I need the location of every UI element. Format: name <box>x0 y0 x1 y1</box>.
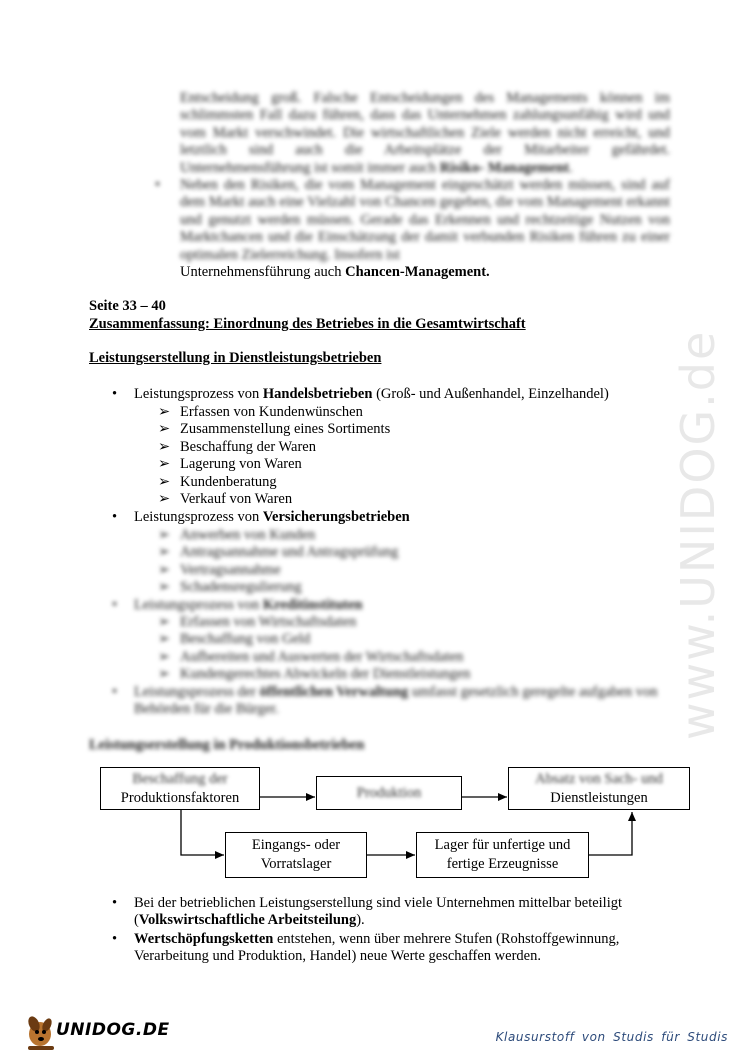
arrow-icon: ➢ <box>158 421 171 438</box>
arrow-icon: ➢ <box>158 648 171 665</box>
b1-bold: Volkswirtschaftliche Arbeitsteilung <box>138 912 357 929</box>
arrow-icon: ➢ <box>158 438 171 455</box>
box3-visible-line: Dienstleistungen <box>550 789 648 806</box>
arrow-icon: ➢ <box>158 561 171 578</box>
bullet-arbeitsteilung <box>112 895 672 930</box>
arrow-box5-box3 <box>589 812 632 855</box>
handel-bold: Handelsbetrieben <box>262 386 373 402</box>
kredit-bold: Kreditinstituten <box>262 597 363 613</box>
box4-line2: Vorratslager <box>260 856 332 872</box>
item-text: Schadensregulierung <box>180 579 302 596</box>
box4-line1: Eingangs- oder <box>251 837 341 853</box>
item-text: Lagerung von Waren <box>180 456 302 473</box>
bullet-glyph: • <box>155 177 161 193</box>
bullet-wertschoepfung <box>112 931 672 966</box>
b2-bold: Wertschöpfungsketten <box>134 931 274 947</box>
handel-suffix: (Groß- und Außenhandel, Einzelhandel) <box>372 386 609 402</box>
bullet-glyph: • <box>112 684 118 700</box>
versicherung-prefix: Leistungsprozess von <box>134 509 263 525</box>
box1-blurred-line: Beschaffung der <box>132 770 228 787</box>
arrow-icon: ➢ <box>158 631 171 648</box>
arrow-icon: ➢ <box>158 579 171 596</box>
box5-line2: fertige Erzeugnisse <box>446 856 559 872</box>
b2-plain: entstehen, wenn über mehrere Stufen (Rohstoffgewinnung, Verarbeitung und Produktion, Handel) neue Werte geschaffen werden. <box>134 931 620 965</box>
bullet2-last-plain: Unternehmensführung auch <box>180 264 342 281</box>
box5-line1: Lager für unfertige und <box>434 837 571 853</box>
bullet2-last-bold: Chancen-Management. <box>345 264 490 281</box>
bullet-glyph: • <box>112 509 118 525</box>
watermark: www.UNIDOG.de <box>671 329 725 740</box>
bullet2-blurred-text: Neben den Risiken, die vom Management eingeschätzt werden müssen, sind auf dem Markt auch eine Vielzahl von Chancen gegeben, die vom Management erkannt und genutzt werden müssen. Gerade das Erkennen und rechtzeitige Nutzen von Marktchancen und die Einschätzung der damit verbunden Risiken führen zu einer optimalen Zielerreichung. Insofern ist <box>180 177 670 263</box>
arrow-icon: ➢ <box>158 490 171 507</box>
item-text: Kundengerechtes Abwickeln der Dienstleistungen <box>180 666 471 683</box>
arrow-icon: ➢ <box>158 527 171 543</box>
logo-text: UNIDOG.DE <box>56 1020 170 1040</box>
verwaltung-prefix: Leistungsprozess der <box>134 684 260 700</box>
bullet-glyph: • <box>112 386 118 402</box>
versicherung-bold: Versicherungsbetrieben <box>262 509 410 525</box>
subsection-dienstleistung: Leistungserstellung in Dienstleistungsbetrieben <box>89 350 382 366</box>
arbeitsteilung-text <box>134 895 672 930</box>
footer-slogan: Klausurstoff von Studis für Studis <box>495 1030 728 1044</box>
bullet-glyph: • <box>112 931 118 947</box>
kredit-prefix: Leistungsprozess von <box>134 597 263 613</box>
arrow-box1-box4 <box>181 810 224 855</box>
section-title: Zusammenfassung: Einordnung des Betriebes in die Gesamtwirtschaft <box>89 316 526 332</box>
b1-end: ). <box>356 912 365 929</box>
item-text: Beschaffung der Waren <box>180 438 316 455</box>
bullet-glyph: • <box>112 597 118 613</box>
item-text: Beschaffung von Geld <box>180 631 311 648</box>
arrow-icon: ➢ <box>158 456 171 473</box>
bullet-glyph: • <box>112 895 118 911</box>
diagram-box-beschaffung <box>100 767 260 810</box>
item-text: Erfassen von Kundenwünschen <box>180 404 363 420</box>
para1-bold: Risiko- Management <box>439 159 570 176</box>
diagram-box-vorratslager <box>225 832 367 878</box>
item-text: Anwerben von Kunden <box>180 527 316 543</box>
section-pages: Seite 33 – 40 <box>89 298 166 314</box>
b1-plain: Bei der betrieblichen Leistungserstellung sind viele Unternehmen mittelbar beteiligt ( <box>134 895 623 929</box>
item-text: Zusammenstellung eines Sortiments <box>180 421 391 438</box>
item-text: Vertragsannahme <box>180 561 281 578</box>
item-text: Kundenberatung <box>180 473 277 490</box>
handel-prefix: Leistungsprozess von <box>134 386 263 402</box>
para1-text: Entscheidung groß. Falsche Entscheidungen des Managements können im schlimmsten Fall dazu führen, dass das Unternehmen zahlungsunfähig wird und vom Markt verschwindet. Die wirtschaftlichen Ziele werden nicht erreicht, und letztlich sind auch die Arbeitsplätze der Mitarbeiter gefährdet. Unternehmensführung ist somit immer auch <box>180 90 670 176</box>
diagram-box-erzeugnisse <box>416 832 589 878</box>
item-text: Antragsannahme und Antragsprüfung <box>180 544 399 561</box>
blurred-paragraph-1: Entscheidung groß. Falsche Entscheidungen des Managements können im schlimmsten Fall dazu führen, dass das Unternehmen zahlungsunfähig wird und vom Markt verschwindet. Die wirtschaftlichen Ziele werden nicht erreicht, und letztlich sind auch die Arbeitsplätze der Mitarbeiter gefährdet. Unternehmensführung ist somit immer auch Risiko- Management. <box>180 90 670 176</box>
box2-blurred-line: Produktion <box>356 784 422 801</box>
verwaltung-suffix: umfasst gesetzlich geregelte aufgaben von Behörden für die Bürger. <box>134 684 658 718</box>
arrow-icon: ➢ <box>158 614 171 630</box>
arrow-icon: ➢ <box>158 473 171 490</box>
item-text: Erfassen von Wirtschaftsdaten <box>180 614 357 630</box>
arrow-icon: ➢ <box>158 666 171 683</box>
item-text: Aufbereiten und Auswerten der Wirtschaftsdaten <box>180 648 464 665</box>
arrow-icon: ➢ <box>158 544 171 561</box>
box3-blurred-line: Absatz von Sach- und <box>535 770 663 787</box>
verwaltung-bold: öffentlichen Verwaltung <box>259 684 409 700</box>
subsection-produktion: Leistungserstellung in Produktionsbetrieben <box>89 737 365 753</box>
diagram-box-absatz <box>508 767 690 810</box>
arrow-icon: ➢ <box>158 404 171 420</box>
wertschoepfung-text <box>134 931 672 966</box>
diagram-box-produktion <box>316 776 462 810</box>
box1-visible-line: Produktionsfaktoren <box>120 789 240 806</box>
item-text: Verkauf von Waren <box>180 490 293 507</box>
